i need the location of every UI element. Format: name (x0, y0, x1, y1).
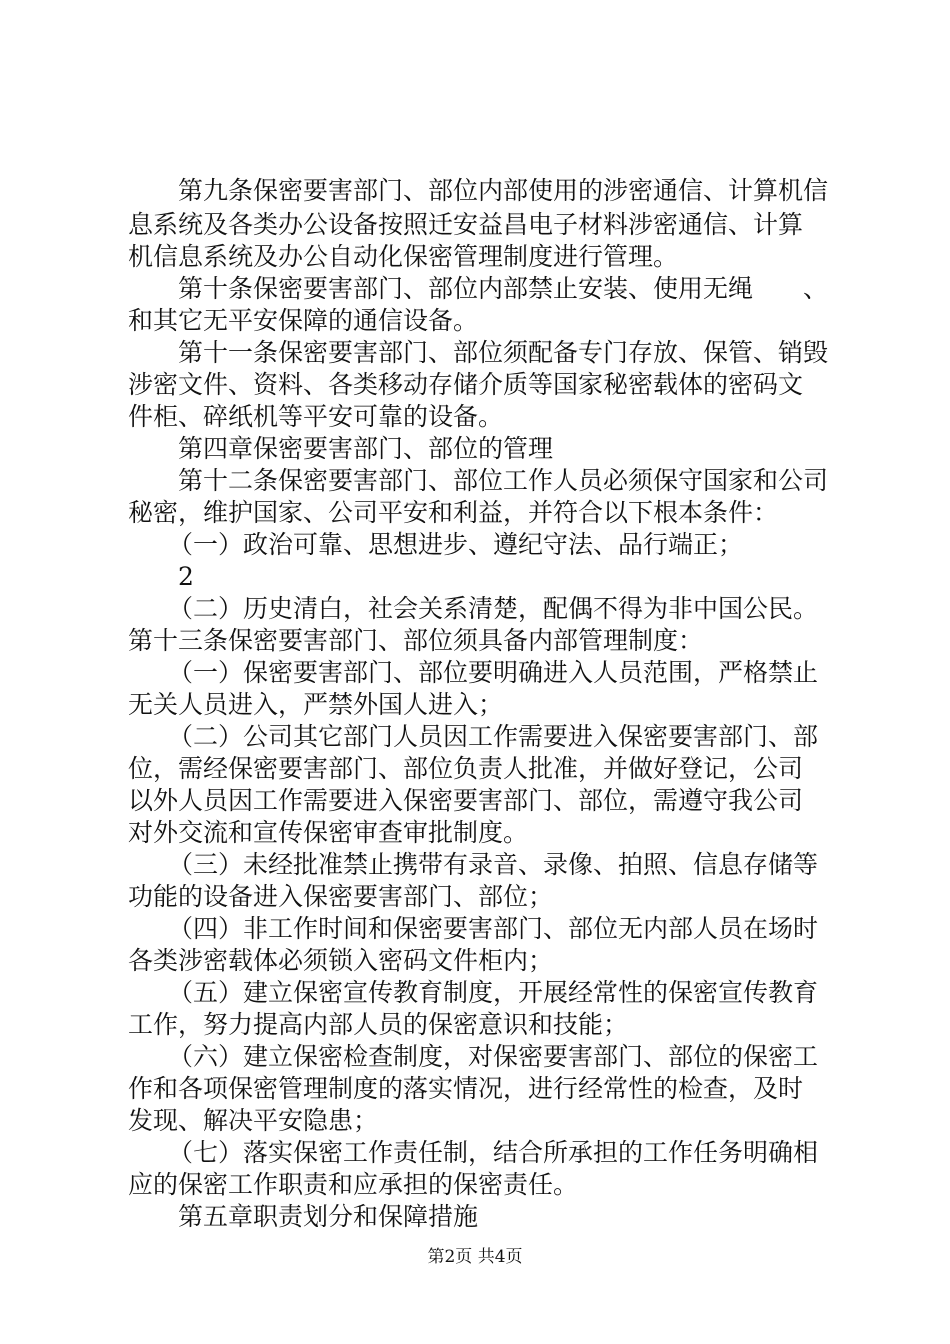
text-line: 应的保密工作职责和应承担的保密责任。 (128, 1170, 579, 1199)
text-line: 第十三条保密要害部门、部位须具备内部管理制度： (128, 626, 704, 655)
text-line: 作和各项保密管理制度的落实情况，进行经常性的检查，及时 (128, 1074, 804, 1103)
text-line: 工作，努力提高内部人员的保密意识和技能； (128, 1010, 629, 1039)
text-line: 第九条保密要害部门、部位内部使用的涉密通信、计算机信 (178, 176, 829, 205)
text-line: 机信息系统及办公自动化保密管理制度进行管理。 (128, 242, 679, 271)
text-line: 以外人员因工作需要进入保密要害部门、部位，需遵守我公司 (128, 786, 804, 815)
page-footer: 第2页 共4页 (427, 1247, 523, 1267)
text-line: 无关人员进入，严禁外国人进入； (128, 690, 504, 719)
text-line: 第十条保密要害部门、部位内部禁止安装、使用无绳 、 (178, 274, 829, 303)
text-line: （一）保密要害部门、部位要明确进入人员范围，严格禁止 (168, 658, 819, 687)
section-heading: 第五章职责划分和保障措施 (178, 1202, 479, 1231)
text-line: （二）历史清白，社会关系清楚，配偶不得为非中国公民。 (168, 594, 819, 623)
text-line: （七）落实保密工作责任制，结合所承担的工作任务明确相 (168, 1138, 819, 1167)
text-line: （四）非工作时间和保密要害部门、部位无内部人员在场时 (168, 914, 819, 943)
text-line: （二）公司其它部门人员因工作需要进入保密要害部门、部 (168, 722, 819, 751)
text-line: 涉密文件、资料、各类移动存储介质等国家秘密载体的密码文 (128, 370, 804, 399)
text-line: 发现、解决平安隐患； (128, 1106, 379, 1135)
section-heading: 第四章保密要害部门、部位的管理 (178, 434, 554, 463)
text-line: （三）未经批准禁止携带有录音、录像、拍照、信息存储等 (168, 850, 819, 879)
text-line: 位，需经保密要害部门、部位负责人批准，并做好登记，公司 (128, 754, 804, 783)
text-line: （六）建立保密检查制度，对保密要害部门、部位的保密工 (168, 1042, 819, 1071)
text-line: （一）政治可靠、思想进步、遵纪守法、品行端正； (168, 530, 744, 559)
text-line: 第十一条保密要害部门、部位须配备专门存放、保管、销毁 (178, 338, 829, 367)
text-line: 息系统及各类办公设备按照迁安益昌电子材料涉密通信、计算 (128, 210, 804, 239)
page-number-marker: 2 (178, 562, 194, 591)
text-line: 第十二条保密要害部门、部位工作人员必须保守国家和公司 (178, 466, 829, 495)
text-line: （五）建立保密宣传教育制度，开展经常性的保密宣传教育 (168, 978, 819, 1007)
text-line: 功能的设备进入保密要害部门、部位； (128, 882, 554, 911)
text-line: 件柜、碎纸机等平安可靠的设备。 (128, 402, 504, 431)
text-line: 各类涉密载体必须锁入密码文件柜内； (128, 946, 554, 975)
text-line: 对外交流和宣传保密审查审批制度。 (128, 818, 529, 847)
text-line: 秘密，维护国家、公司平安和利益，并符合以下根本条件： (128, 498, 779, 527)
text-line: 和其它无平安保障的通信设备。 (128, 306, 479, 335)
